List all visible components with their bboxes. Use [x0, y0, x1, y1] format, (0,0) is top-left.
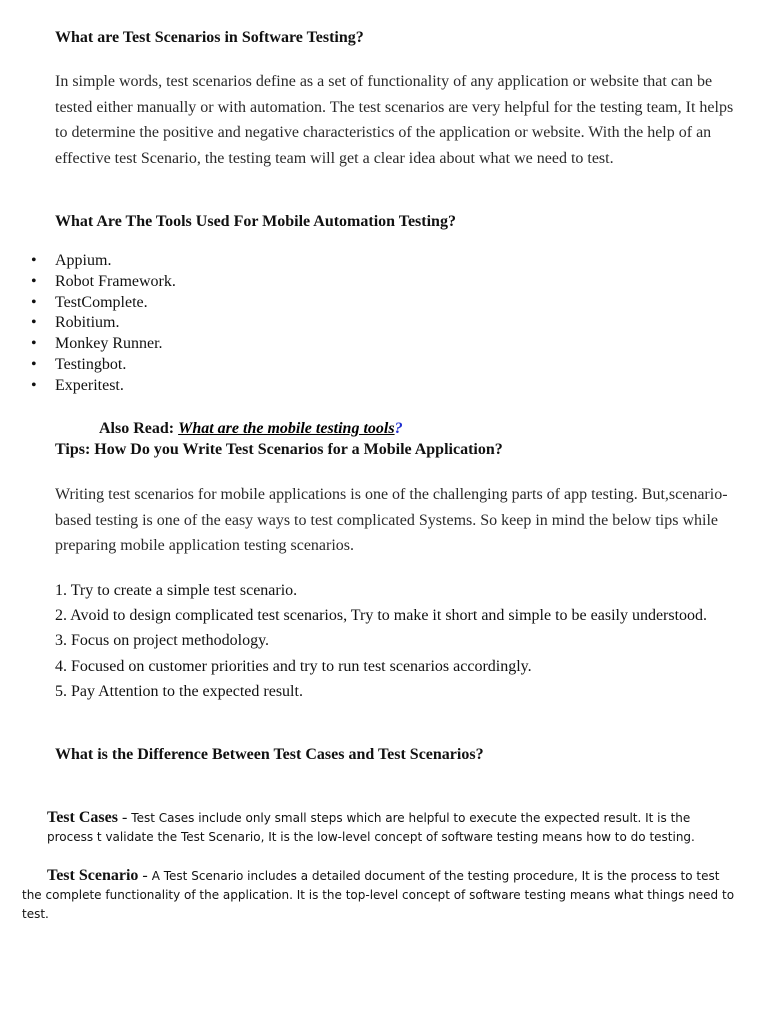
intro-paragraph: In simple words, test scenarios define as a set of functionality of any application or website that can be tested either manually or with automation. The test scenarios are very helpful for the testing team, It helps to determine the positive and negative characteristics of the application or website. With the help of an effective test Scenario, the testing team will get a clear idea about what we need to test.	[55, 73, 734, 167]
heading-difference: What is the Difference Between Test Cases and Test Scenarios?	[55, 746, 484, 763]
list-item: • Experitest.	[0, 376, 176, 397]
test-cases-definition	[47, 808, 737, 847]
test-cases-term: Test Cases	[47, 809, 118, 826]
list-item: • Robot Framework.	[0, 272, 176, 293]
heading-mobile-tools: What Are The Tools Used For Mobile Automation Testing?	[55, 213, 456, 230]
heading-test-scenarios: What are Test Scenarios in Software Testing?	[55, 29, 364, 46]
test-cases-separator: -	[117, 809, 132, 826]
list-item: 2. Avoid to design complicated test scenarios, Try to make it short and simple to be easily understood.	[55, 607, 708, 625]
also-read-label: Also Read:	[99, 420, 179, 437]
test-scenario-text: A Test Scenario includes a detailed document of the testing procedure, It is the process to test the complete functionality of the application. It is the top-level concept of software testing means what things need to test.	[22, 869, 735, 921]
list-item: 1. Try to create a simple test scenario.	[55, 582, 298, 599]
list-item: • Testingbot.	[0, 355, 176, 376]
test-cases-lead: Test Cases	[131, 811, 195, 825]
list-item: • Robitium.	[0, 313, 176, 334]
list-item: 5. Pay Attention to the expected result.	[55, 682, 303, 700]
test-cases-text: include only small steps which are helpful to execute the expected result. It is the process t validate the Test Scenario, It is the low-level concept of software testing means how to do testing.	[47, 811, 695, 844]
mobile-testing-tools-link[interactable]: What are the mobile testing tools	[178, 420, 395, 437]
list-item: • Appium.	[0, 251, 176, 272]
list-item: • TestComplete.	[0, 293, 176, 314]
tools-list	[0, 251, 176, 397]
also-read	[99, 420, 403, 438]
also-read-suffix: ?	[394, 420, 403, 437]
test-scenario-separator: -	[138, 867, 152, 884]
heading-tips: Tips: How Do you Write Test Scenarios for a Mobile Application?	[55, 441, 503, 458]
test-scenario-definition	[22, 866, 742, 924]
tips-list	[55, 578, 745, 704]
test-scenario-term: Test Scenario	[47, 867, 139, 884]
list-item: • Monkey Runner.	[0, 334, 176, 355]
tips-intro-paragraph: Writing test scenarios for mobile applications is one of the challenging parts of app testing. But,scenario-based testing is one of the easy ways to test complicated Systems. So keep in mind the below tips while preparing mobile application testing scenarios.	[55, 486, 728, 554]
list-item: 3. Focus on project methodology.	[55, 632, 270, 650]
list-item: 4. Focused on customer priorities and try to run test scenarios accordingly.	[55, 657, 532, 675]
